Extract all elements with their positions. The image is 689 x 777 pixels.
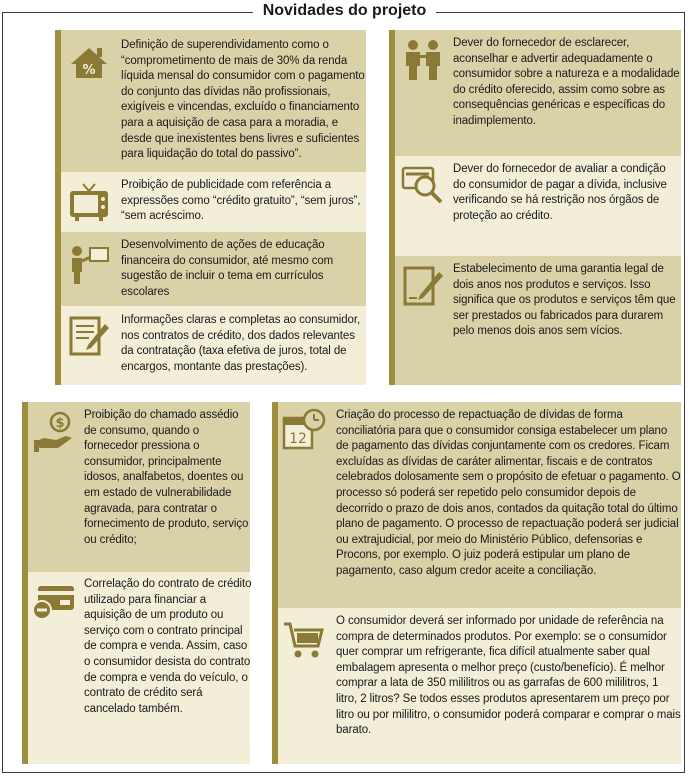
panel-bottom-left [22, 402, 250, 764]
list-item [28, 572, 250, 764]
item-text: Definição de superendividamento como o “comprometimento de mais de 30% da renda líquida mensal do consumidor com o pagamento do conjunto das dívidas não profissionais, exigíveis e vincendas, excluído o financiamento para a aquisição de casa para a moradia, e desde que inexistentes bens livres e suficientes para liquidação do total do passivo”. [121, 39, 365, 161]
list-item [395, 256, 681, 385]
calendar-clock-icon [282, 408, 326, 452]
list-item [61, 172, 366, 232]
item-text: Dever do fornecedor de avaliar a condição do consumidor de pagar a dívida, inclusive verificando se há restrição nos órgãos de proteção ao crédito. [453, 163, 667, 222]
calendar-day: 12 [289, 431, 307, 447]
shopping-cart-icon [282, 618, 326, 662]
item-text: Estabelecimento de uma garantia legal de dois anos nos produtos e serviços. Isso significa que os produtos e serviços têm que ser prestados ou fabricados para durarem pelo menos dois anos sem vícios. [453, 263, 676, 338]
item-text: Proibição do chamado assédio de consumo, quando o fornecedor pressiona o consumidor, principalmente idosos, analfabetos, doentes ou em estado de vulnerabilidade agravada, para contratar o fornecimento de produto, serviço ou crédito; [84, 409, 249, 546]
document-pen-icon [67, 314, 111, 358]
list-item [61, 306, 366, 385]
television-icon [67, 180, 111, 224]
two-people-icon [401, 38, 445, 82]
magnifier-card-icon [401, 162, 445, 206]
panel-top-left [55, 30, 366, 385]
page-title: Novidades do projeto [0, 0, 689, 22]
house-percent-icon [67, 40, 111, 84]
item-text: Correlação do contrato de crédito utilizado para financiar a aquisição de um produto ou serviço com o contrato principal de compra e venda. Assim, caso o consumidor desista do contrato de compra e venda do veículo, o contrato de crédito será cancelado também. [84, 578, 252, 715]
item-text: O consumidor deverá ser informado por unidade de referência na compra de determinados produtos. Por exemplo: se o consumidor quer comprar um refrigerante, fica difícil atualmente saber qual embalagem apresenta o melhor preço (custo/benefício). É melhor comprar a lata de 350 mililitros ou as garrafas de 600 mililitros, 1 litro, 2 litros? Se todos esses produtos apresentarem um preço por litro ou por mililitro, o consumidor poderá comparar e comprar o mais barato. [336, 615, 681, 737]
svg-text:%: % [82, 63, 96, 78]
item-text: Proibição de publicidade com referência a expressões como “crédito gratuito”, “sem juros”, “sem acréscimo. [121, 179, 361, 223]
contract-pen-icon [401, 264, 445, 308]
panel-top-right [389, 30, 681, 385]
panel-bottom-right [272, 402, 681, 764]
svg-text:$: $ [55, 416, 65, 431]
list-item [61, 30, 366, 172]
list-item [395, 30, 681, 156]
item-text: Desenvolvimento de ações de educação financeira do consumidor, até mesmo com sugestão de incluir o tema em currículos escolares [121, 239, 334, 298]
presenter-board-icon [67, 242, 111, 286]
list-item [61, 232, 366, 306]
list-item [395, 156, 681, 256]
list-item [28, 402, 250, 572]
item-text: Informações claras e completas ao consumidor, nos contratos de crédito, dos dados relevantes da contratação (taxa efetiva de juros, total de encargos, montante das prestações). [121, 314, 361, 373]
item-text: Dever do fornecedor de esclarecer, aconselhar e advertir adequadamente o consumidor sobre a natureza e a modalidade do crédito oferecido, assim como sobre as consequências genéricas e específicas do inadimplemento. [453, 37, 680, 127]
credit-card-minus-icon [32, 580, 76, 624]
item-text: Criação do processo de repactuação de dívidas de forma conciliatória para que o consumidor consiga estabelecer um plano de pagamento das dívidas conjuntamente com os credores. Ficam excluídas as dívidas de caráter alimentar, fiscais e de contratos celebrados dolosamente sem o propósito de efetuar o pagamento. O processo só poderá ser repetido pelo consumidor depois de decorrido o prazo de dois anos, contados da quitação total do último plano de pagamento. O processo de repactuação poderá ser judicial ou extrajudicial, por meio do Ministério Público, defensorias e Procons, por exemplo. O juiz poderá estipular um plano de pagamento, caso algum credor aceite a conciliação. [336, 409, 681, 577]
list-item [278, 608, 681, 764]
list-item [278, 402, 681, 608]
hand-coin-icon [32, 410, 76, 454]
